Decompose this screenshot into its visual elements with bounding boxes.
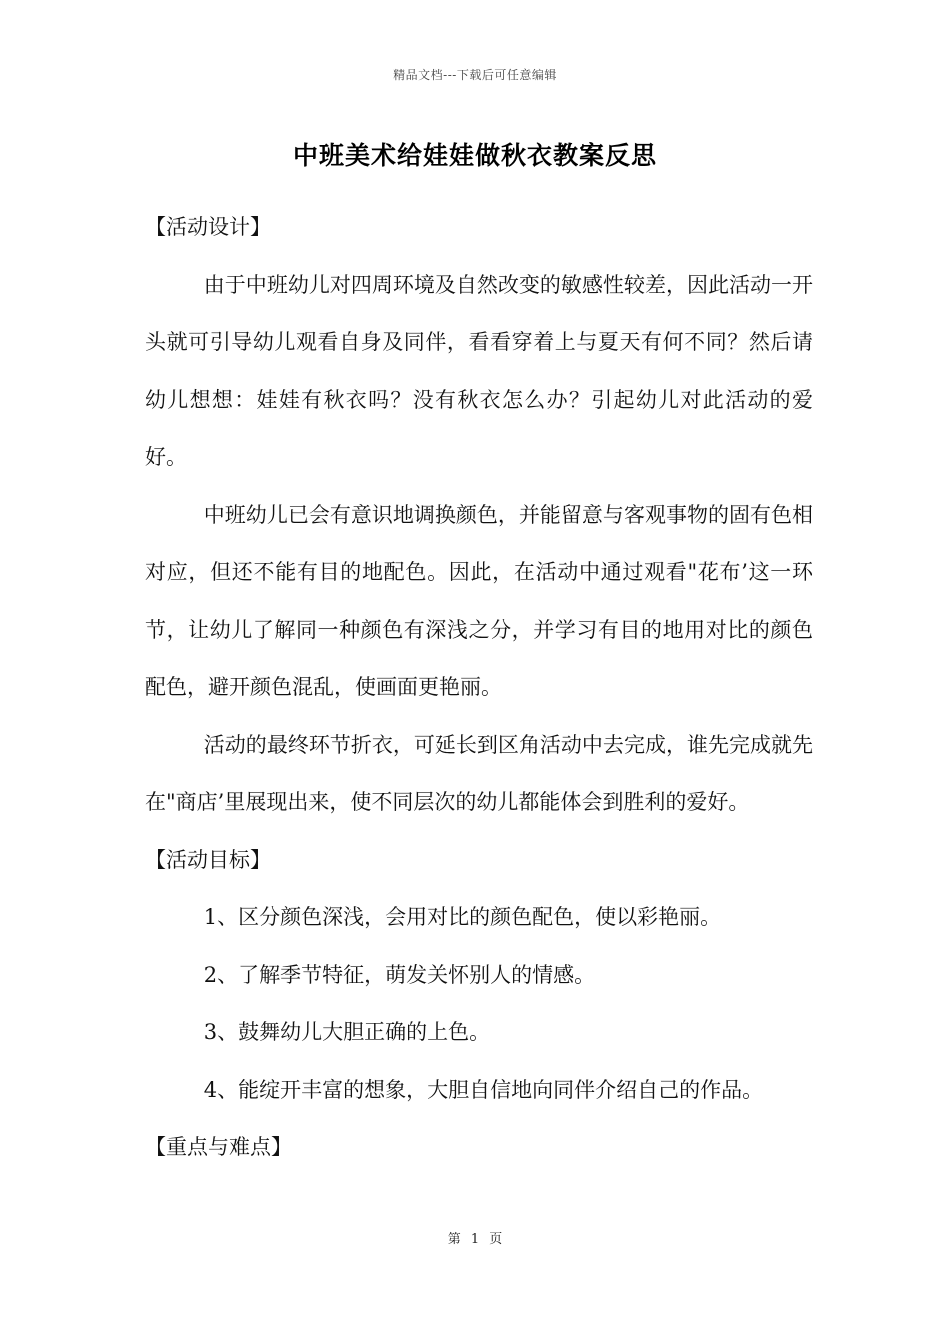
goal-item: 1、区分颜色深浅，会用对比的颜色配色，使以彩艳丽。 xyxy=(203,905,722,929)
document-title: 中班美术给娃娃做秋衣教案反思 xyxy=(292,141,657,170)
page-footer xyxy=(0,1228,950,1247)
section-heading-key-points: 【重点与难点】 xyxy=(145,1135,292,1159)
paragraph: 活动的最终环节折衣，可延长到区角活动中去完成，谁先完成就先在"商店’里展现出来，使不同层次的幼儿都能体会到胜利的爱好。 xyxy=(145,732,813,814)
document-body xyxy=(145,199,813,1177)
header-note: 精品文档---下载后可任意编辑 xyxy=(393,68,557,82)
goal-item: 3、鼓舞幼儿大胆正确的上色。 xyxy=(203,1020,491,1044)
section-heading-goals: 【活动目标】 xyxy=(145,847,271,872)
goal-item: 4、能绽开丰富的想象，大胆自信地向同伴介绍自己的作品。 xyxy=(203,1077,764,1102)
paragraph: 中班幼儿已会有意识地调换颜色，并能留意与客观事物的固有色相对应，但还不能有目的地配色。因此，在活动中通过观看"花布’这一环节，让幼儿了解同一种颜色有深浅之分，并学习有目的地用对比的颜色配色，避开颜色混乱，使画面更艳丽。 xyxy=(145,502,813,699)
footer-prefix: 第 xyxy=(447,1232,461,1247)
page-number: 1 xyxy=(470,1232,480,1247)
goal-item: 2、了解季节特征，萌发关怀别人的情感。 xyxy=(203,962,596,987)
footer-suffix: 页 xyxy=(489,1232,503,1247)
paragraph: 由于中班幼儿对四周环境及自然改变的敏感性较差，因此活动一开头就可引导幼儿观看自身及同伴，看看穿着上与夏天有何不同？然后请幼儿想想：娃娃有秋衣吗？没有秋衣怎么办？引起幼儿对此活动的爱好。 xyxy=(145,272,813,469)
section-heading-design: 【活动设计】 xyxy=(145,215,271,239)
